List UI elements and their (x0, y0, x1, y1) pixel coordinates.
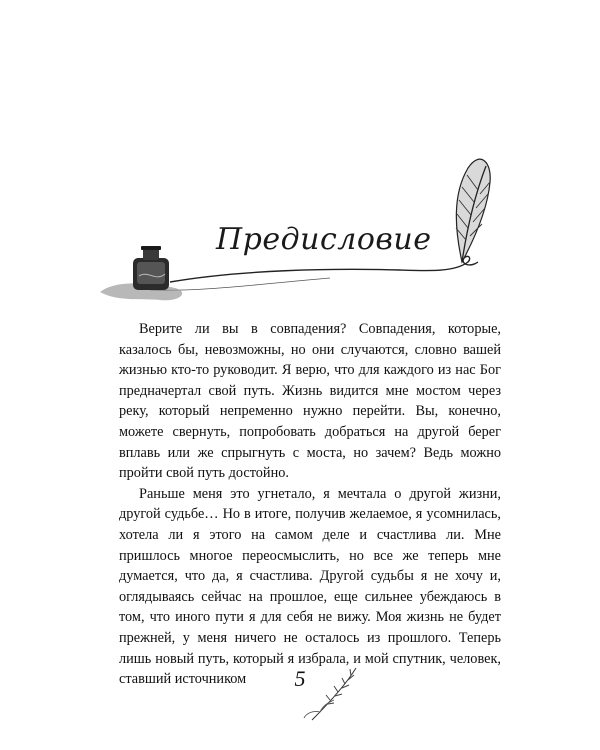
quill-feather-icon (456, 159, 490, 262)
ink-bottle-icon (133, 246, 169, 290)
inkwell-quill-ornament (0, 0, 600, 320)
lavender-sprig-icon (290, 664, 380, 724)
paragraph: Верите ли вы в совпадения? Совпадения, которые, казалось бы, невозможны, но они случаются, словно вашей жизнью кто-то руководит. Я верю, что для каждого из нас Бог предначертал свой путь. Жизнь видится мне мостом через реку, который непременно нужно перейти. Вы, конечно, можете свернуть, попробовать добраться на другой берег вплавь или же спрыгнуть с моста, но зачем? Ведь можно пройти свой путь достойно. (119, 321, 501, 482)
paragraph: Раньше меня это угнетало, я мечтала о другой жизни, другой судьбе… Но в итоге, получив желаемое, я усомнилась, хотела ли я этого на самом деле и счастлива ли. Мне пришлось многое переосмыслить, но все же теперь мне думается, что да, я счастлива. Другой судьбы я не хочу и, оглядываясь сейчас на прошлое, еще сильнее убеждаюсь в том, что иного пути я для себя не вижу. Моя жизнь не будет прежней, у меня ничего не осталось из прошлого. Теперь лишь новый путь, который я избрала, и мой спутник, человек, ставший источником (119, 485, 501, 688)
body-text (119, 319, 501, 690)
page-number: 5 (294, 666, 306, 691)
chapter-heading: Предисловие (216, 222, 432, 257)
